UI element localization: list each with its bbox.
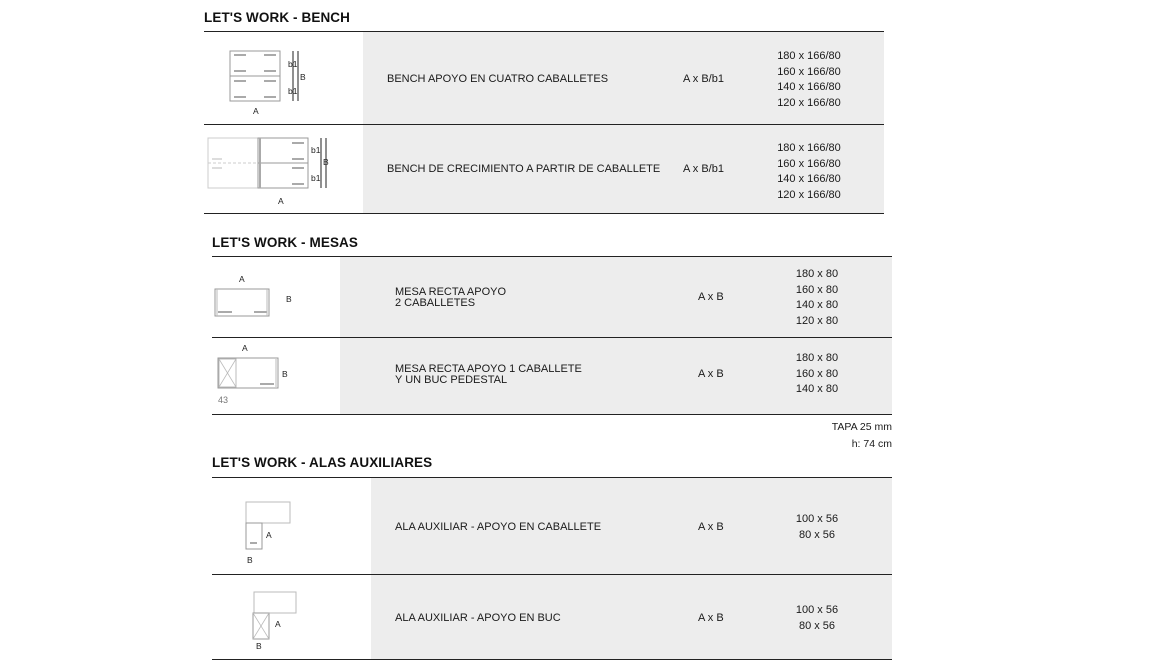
straight-desk-two-trestles-diagram xyxy=(214,287,274,319)
size-list xyxy=(772,603,862,634)
section-title-mesas: LET'S WORK - MESAS xyxy=(212,235,359,250)
divider xyxy=(212,414,892,415)
dimension-label-b1-bottom: b1 xyxy=(311,173,321,183)
size-list xyxy=(772,512,862,543)
dimension-label-a: A xyxy=(278,196,284,206)
size-value: 140 x 166/80 xyxy=(777,81,841,94)
product-description: ALA AUXILIAR - APOYO EN BUC xyxy=(395,612,561,624)
table-row xyxy=(212,478,892,574)
divider xyxy=(212,659,892,660)
dimension-label-a: A xyxy=(253,106,259,116)
product-description: MESA RECTA APOYO 1 CABALLETE Y UN BUC PEDESTAL xyxy=(395,363,582,386)
size-value: 120 x 80 xyxy=(795,315,839,328)
size-value: 100 x 56 xyxy=(795,513,839,525)
size-value: 120 x 166/80 xyxy=(777,189,841,202)
dimension-formula: A x B/b1 xyxy=(683,73,724,85)
dimension-formula: A x B/b1 xyxy=(683,163,724,175)
dimension-label-b: B xyxy=(282,369,288,379)
size-list xyxy=(772,351,862,398)
size-value: 160 x 166/80 xyxy=(777,157,841,170)
table-row xyxy=(212,257,892,337)
size-value: 160 x 166/80 xyxy=(777,65,841,78)
size-value: 120 x 166/80 xyxy=(777,97,841,110)
section-title-alas-auxiliares: LET'S WORK - ALAS AUXILIARES xyxy=(212,455,433,470)
dimension-label-a: A xyxy=(266,530,272,540)
dimension-label-a: A xyxy=(275,619,281,629)
dimension-formula: A x B xyxy=(698,291,724,303)
size-value: 80 x 56 xyxy=(798,528,836,541)
size-value: 100 x 56 xyxy=(795,604,839,616)
dimension-label-b: B xyxy=(323,157,329,167)
auxiliary-wing-pedestal-diagram xyxy=(248,588,308,648)
size-value: 180 x 80 xyxy=(795,352,839,364)
dimension-label-b: B xyxy=(256,641,262,651)
table-row xyxy=(212,575,892,659)
dimension-label-b: B xyxy=(300,72,306,82)
size-list xyxy=(772,267,862,330)
product-description: MESA RECTA APOYO 2 CABALLETES xyxy=(395,286,507,309)
dimension-formula: A x B xyxy=(698,368,724,380)
dimension-label-a: A xyxy=(239,274,245,284)
product-description: ALA AUXILIAR - APOYO EN CABALLETE xyxy=(395,521,602,533)
dimension-label-b1-top: b1 xyxy=(311,145,321,155)
table-row xyxy=(204,32,884,124)
bench-four-trestles-diagram xyxy=(226,44,336,134)
divider xyxy=(204,213,884,214)
size-value: 180 x 166/80 xyxy=(777,142,841,154)
dimension-label-b: B xyxy=(286,294,292,304)
product-description: BENCH APOYO EN CUATRO CABALLETES xyxy=(387,73,609,85)
size-list xyxy=(764,141,854,204)
page-number: 43 xyxy=(218,395,229,405)
product-description: BENCH DE CRECIMIENTO A PARTIR DE CABALLETE xyxy=(387,163,661,175)
tabletop-thickness-note: TAPA 25 mm xyxy=(831,421,892,433)
size-value: 140 x 80 xyxy=(795,383,839,396)
size-value: 140 x 166/80 xyxy=(777,173,841,186)
size-value: 160 x 80 xyxy=(795,367,839,380)
dimension-label-a: A xyxy=(242,343,248,353)
dimension-label-b1-bottom: b1 xyxy=(288,86,298,96)
height-note: h: 74 cm xyxy=(851,438,892,450)
size-list xyxy=(764,49,854,112)
dimension-formula: A x B xyxy=(698,612,724,624)
size-value: 180 x 80 xyxy=(795,268,839,280)
dimension-formula: A x B xyxy=(698,521,724,533)
dimension-label-b: B xyxy=(247,555,253,565)
straight-desk-trestle-pedestal-diagram xyxy=(216,356,286,392)
table-row xyxy=(212,338,892,414)
size-value: 180 x 166/80 xyxy=(777,50,841,62)
dimension-label-b1-top: b1 xyxy=(288,59,298,69)
size-value: 160 x 80 xyxy=(795,283,839,296)
table-row xyxy=(204,125,884,213)
auxiliary-wing-trestle-diagram xyxy=(242,498,302,558)
size-value: 140 x 80 xyxy=(795,299,839,312)
size-value: 80 x 56 xyxy=(798,619,836,632)
section-title-bench: LET'S WORK - BENCH xyxy=(204,10,351,25)
